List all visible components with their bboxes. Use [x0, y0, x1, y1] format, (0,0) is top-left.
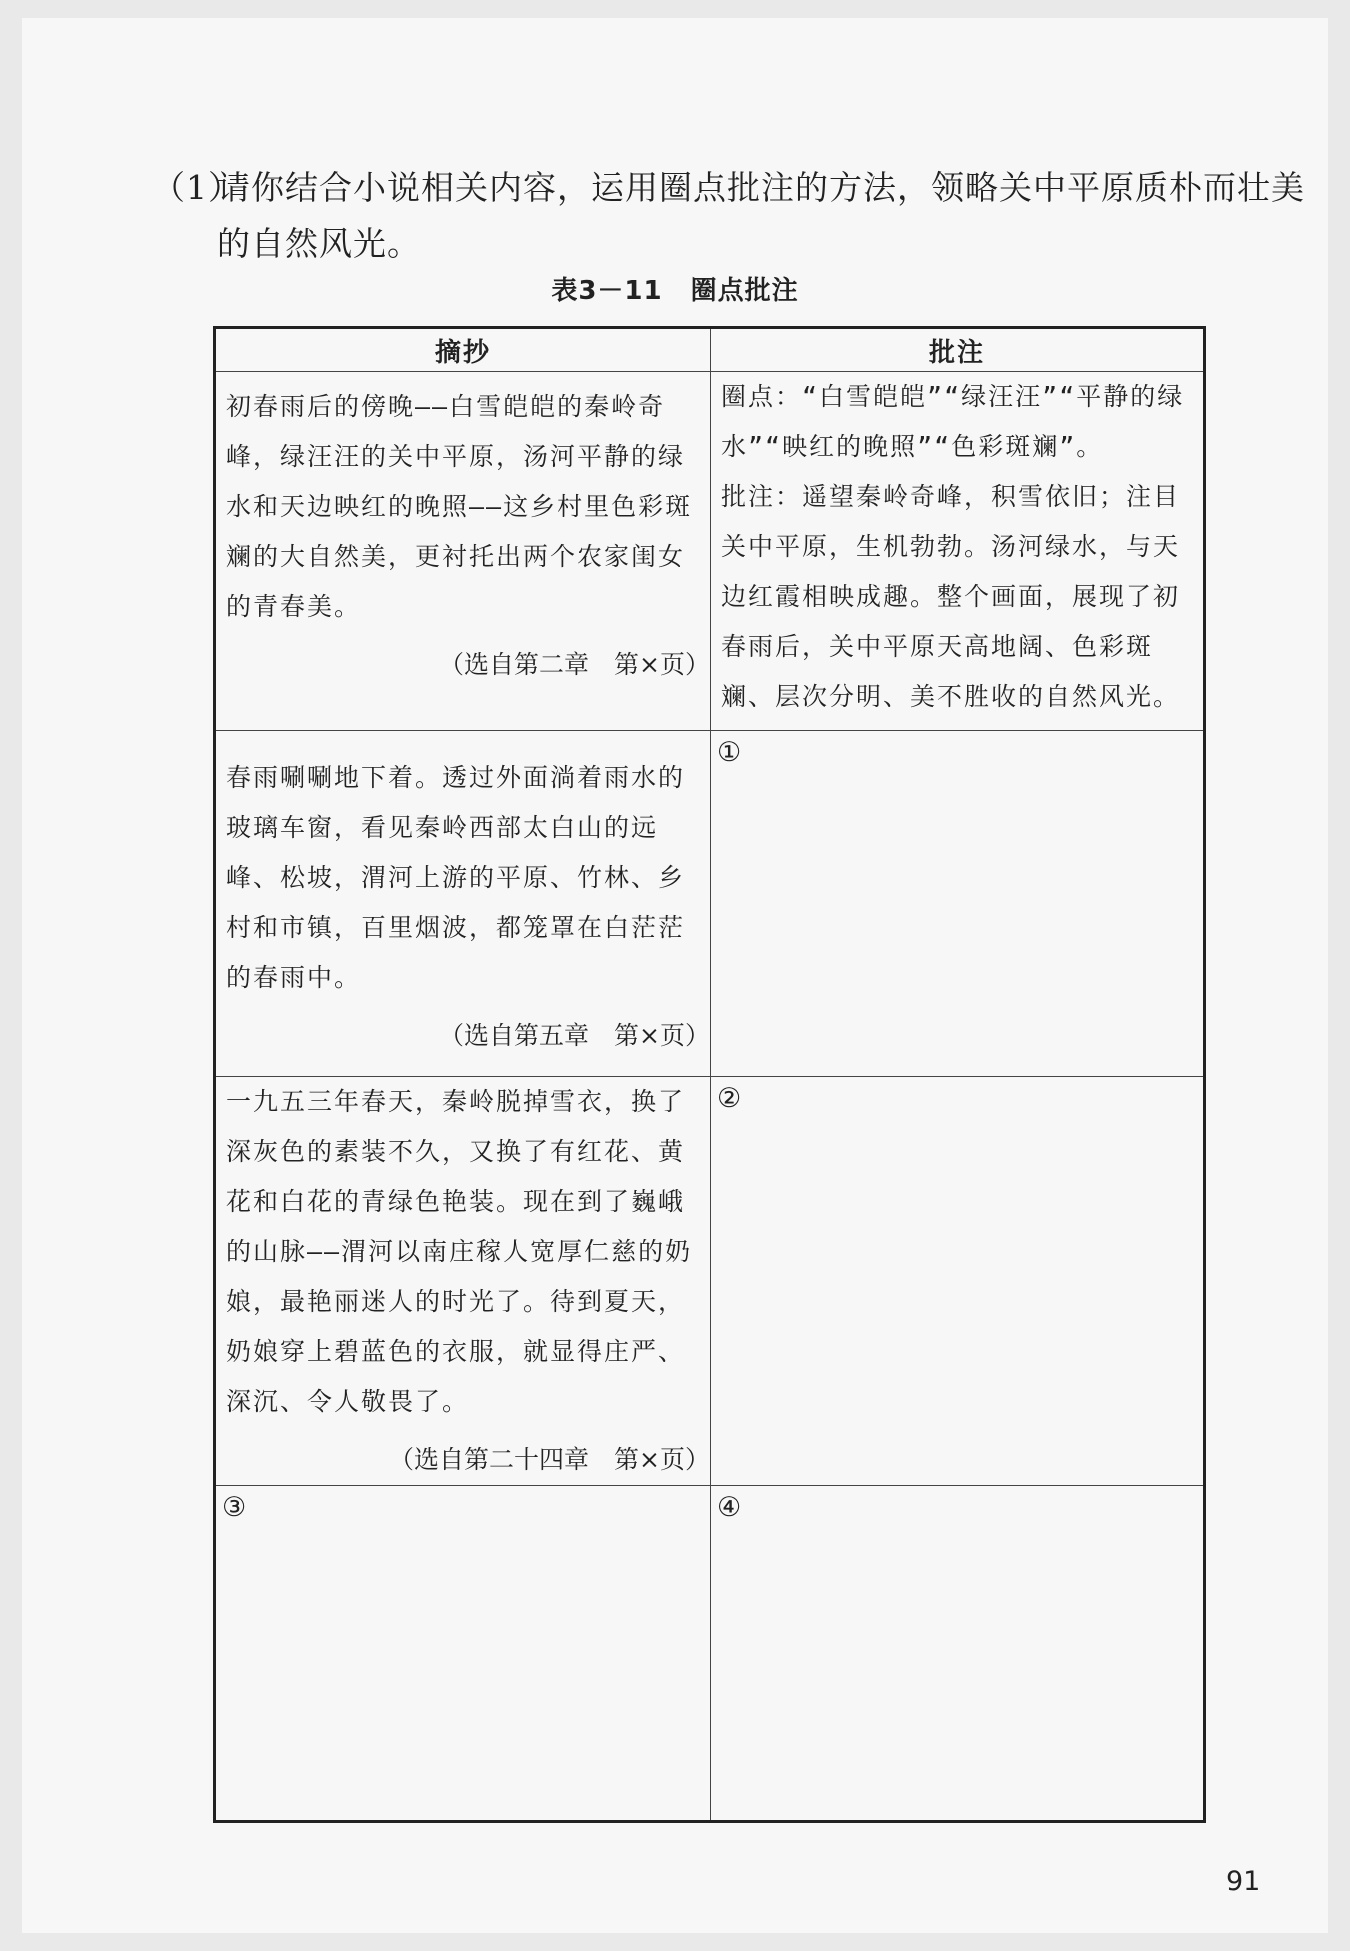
- header-annotation: 批注: [711, 328, 1205, 372]
- annotation-note: 批注：遥望秦岭奇峰，积雪依旧；注目关中平原，生机勃勃。汤河绿水，与天边红霞相映成趣。整个画面，展现了初春雨后，关中平原天高地阔、色彩斑斓、层次分明、美不胜收的自然风光。: [721, 482, 1181, 711]
- annotation-answer-cell[interactable]: [711, 1077, 1205, 1486]
- excerpt-answer-cell[interactable]: [215, 1486, 711, 1822]
- header-excerpt: 摘抄: [215, 328, 711, 372]
- table-row: [215, 372, 1205, 731]
- question-line-1: [152, 160, 1305, 216]
- answer-blank-2: ②: [717, 1083, 742, 1114]
- answer-blank-4: ④: [717, 1492, 742, 1523]
- annotation-cell: [711, 372, 1205, 731]
- page-number: 91: [1226, 1866, 1261, 1897]
- excerpt-source: （选自第二十四章 第×页）: [389, 1445, 710, 1474]
- excerpt-text: 春雨唰唰地下着。透过外面淌着雨水的玻璃车窗，看见秦岭西部太白山的远峰、松坡，渭河上游的平原、竹林、乡村和市镇，百里烟波，都笼罩在白茫茫的春雨中。: [226, 763, 686, 992]
- question-text-1: 请你结合小说相关内容，运用圈点批注的方法，领略关中平原质朴而壮美: [217, 168, 1305, 207]
- excerpt-text: 初春雨后的傍晚——白雪皑皑的秦岭奇峰，绿汪汪的关中平原，汤河平静的绿水和天边映红的晚照——这乡村里色彩斑斓的大自然美，更衬托出两个农家闺女的青春美。: [226, 392, 693, 621]
- table-header-row: [215, 328, 1205, 372]
- table-row: [215, 731, 1205, 1077]
- excerpt-source: （选自第二章 第×页）: [439, 650, 710, 679]
- excerpt-cell: [215, 731, 711, 1077]
- excerpt-source: （选自第五章 第×页）: [439, 1021, 710, 1050]
- table-caption-title: 圈点批注: [690, 276, 799, 306]
- answer-blank-3: ③: [222, 1492, 247, 1523]
- annotation-answer-cell[interactable]: [711, 731, 1205, 1077]
- question-number: （1）: [152, 168, 242, 207]
- annotation-marks: 圈点：“白雪皑皑”“绿汪汪”“平静的绿水”“映红的晚照”“色彩斑斓”。: [721, 382, 1185, 461]
- table-row: [215, 1486, 1205, 1822]
- question-prompt: [152, 160, 1305, 272]
- excerpt-cell: [215, 372, 711, 731]
- table-row: [215, 1077, 1205, 1486]
- answer-blank-1: ①: [717, 737, 742, 768]
- excerpt-text: 一九五三年春天，秦岭脱掉雪衣，换了深灰色的素装不久，又换了有红花、黄花和白花的青绿色艳装。现在到了巍峨的山脉——渭河以南庄稼人宽厚仁慈的奶娘，最艳丽迷人的时光了。待到夏天，奶娘穿上碧蓝色的衣服，就显得庄严、深沉、令人敬畏了。: [226, 1087, 693, 1416]
- table-caption-id: 表3－11: [551, 276, 663, 306]
- annotation-table: [213, 326, 1206, 1823]
- annotation-answer-cell[interactable]: [711, 1486, 1205, 1822]
- question-line-2: 的自然风光。: [217, 224, 421, 263]
- excerpt-cell: [215, 1077, 711, 1486]
- table-caption: [0, 270, 1350, 307]
